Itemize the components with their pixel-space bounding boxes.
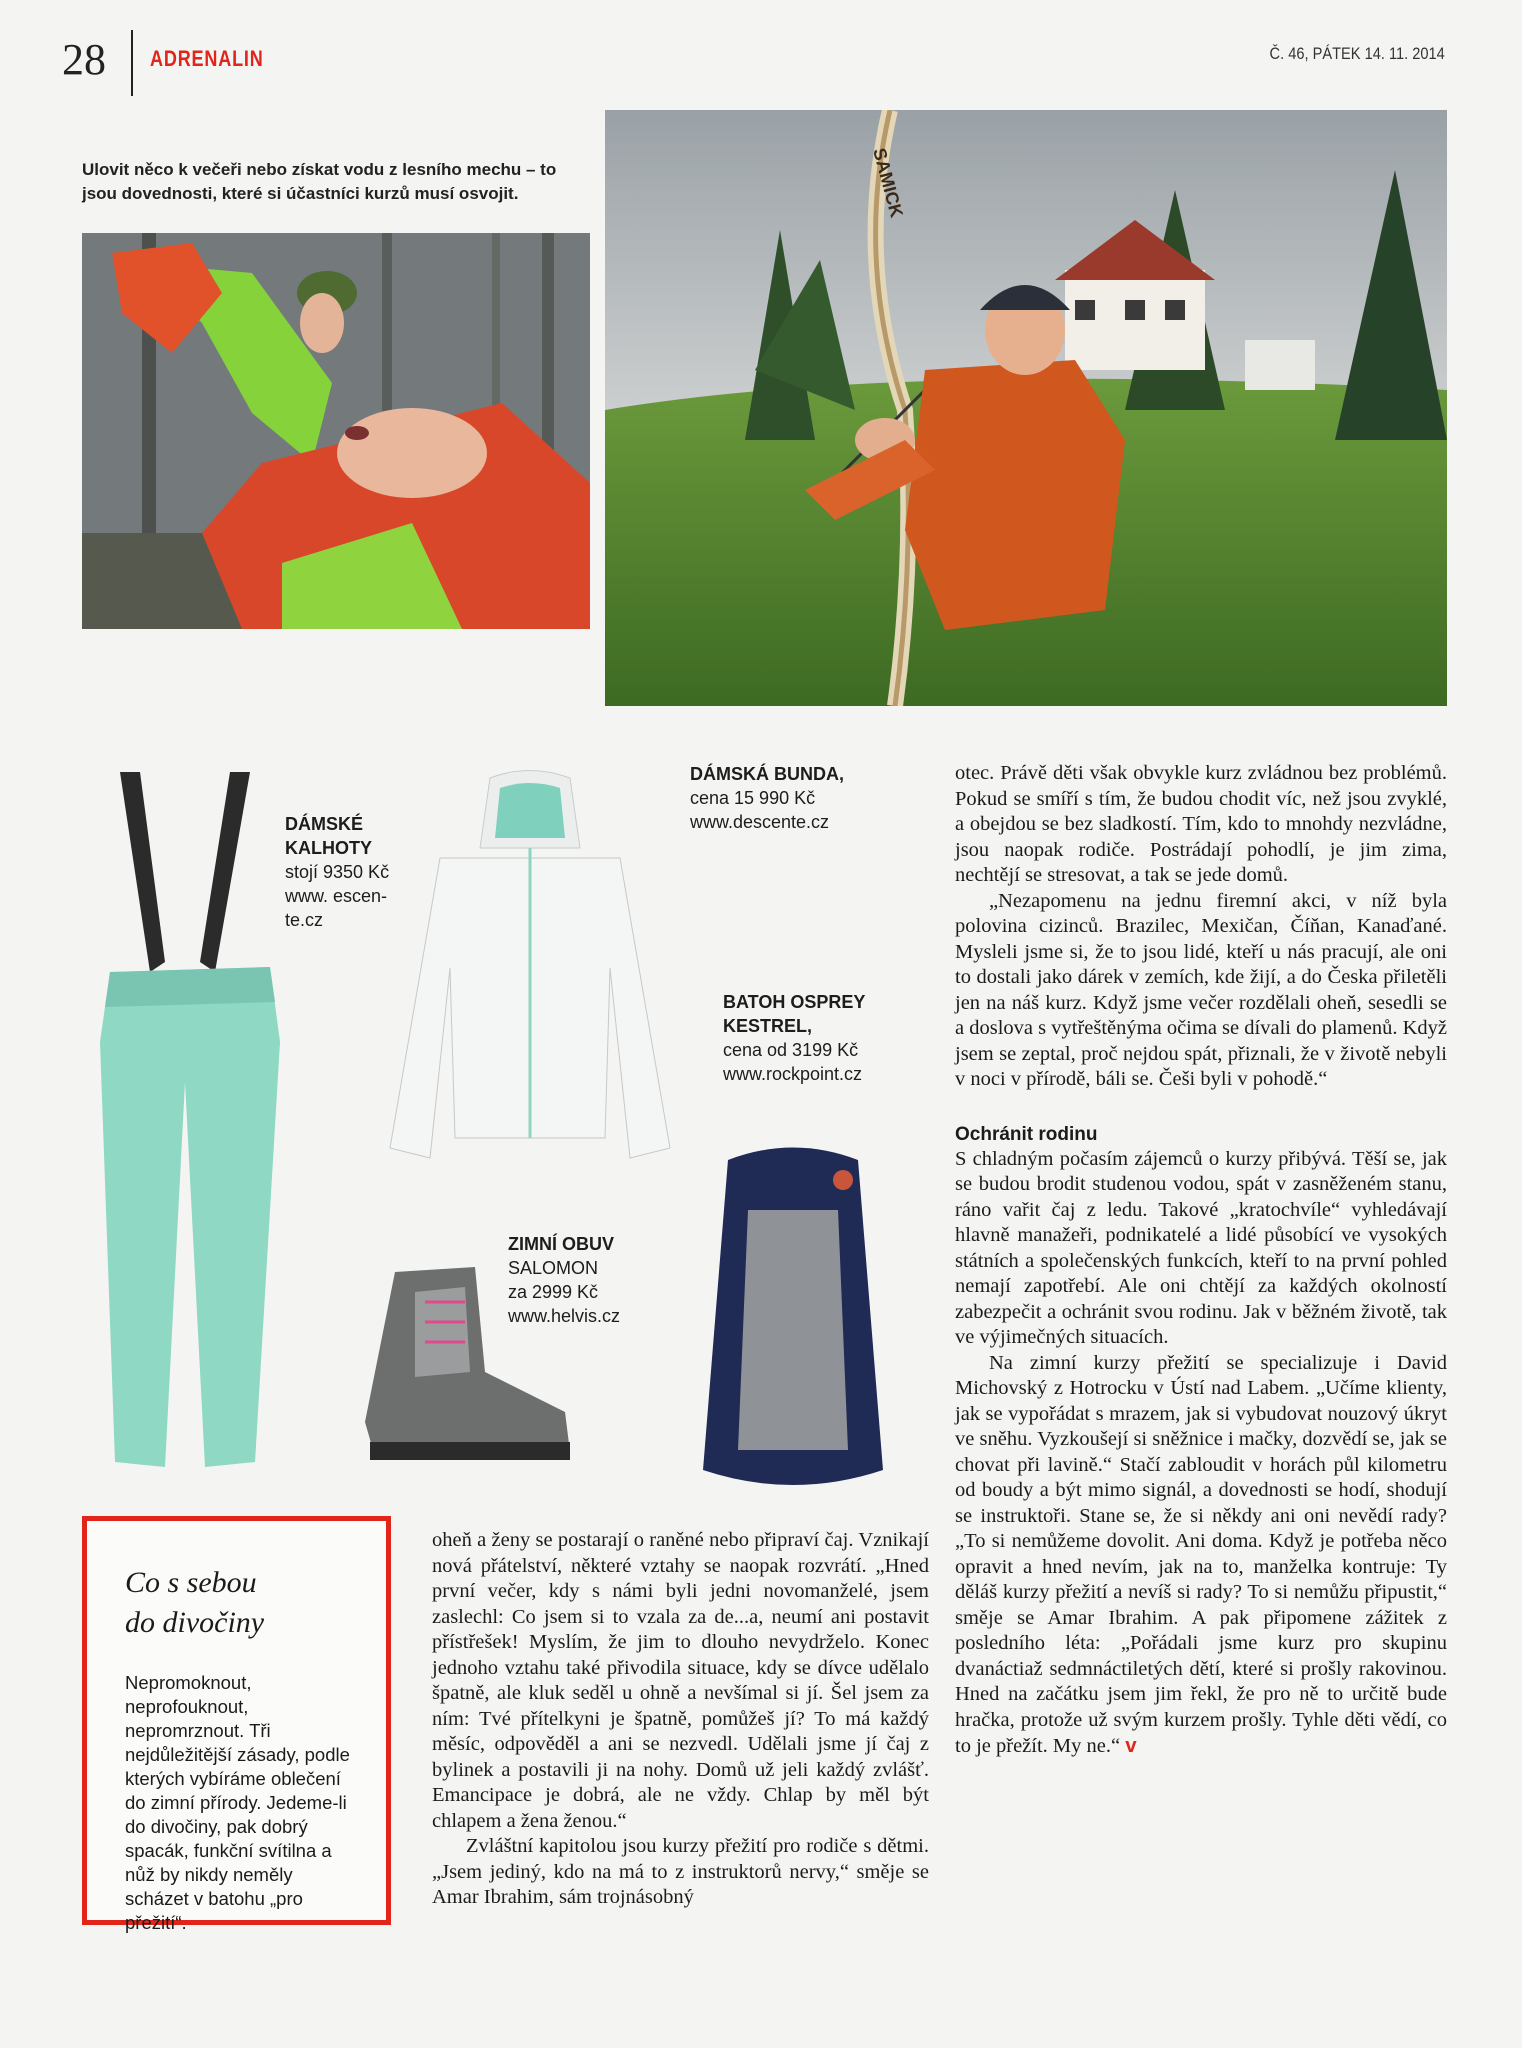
article-paragraph: oheň a ženy se postarají o raněné nebo připraví čaj. Vznikají nová přátelství, některé vztahy se naopak rozvrátí. „Hned první večer, kdy s námi byli jedni novomanželé, jsem zaslechl: Co jsem si to vzala za de...a, neumí ani postavit přístřešek! Myslím, že jim to dlouho nevydrželo. Konec jednoho vztahu také přivodila situace, kdy se dívce udělalo špatně, ale kluk seděl u ohně a nevšímal si jí. Šel jsem za ním: Tvé přítelkyni je špatně, pomůžeš jí? To má každý měsíc, odpověděl a ani se nezvedl. Udělali jsme jí čaj z bylinek a postavili ji na nohy. Domů už jeli každý zvlášť. Emancipace je dobrá, ale ne vždy. Chlap by měl být chlapem a žena ženou.“ [432, 1529, 929, 1832]
product-jacket-label [690, 762, 890, 834]
header-divider [131, 30, 133, 96]
product-jacket-image [380, 768, 680, 1168]
issue-info: Č. 46, PÁTEK 14. 11. 2014 [1269, 44, 1445, 63]
jacket-illustration [380, 768, 680, 1168]
product-jacket-url: www.descente.cz [690, 812, 830, 832]
article-paragraph: otec. Právě děti však obvykle kurz zvládnou bez problémů. Pokud se smíří s tím, že budou chodit víc, než jsou zvyklé, a obejdou se bez sladkostí. Tím, kdo to mnohdy nezvládne, jsou naopak rodiče. Postrádají pohodlí, je jim zima, nechtějí se stresovat, a tak se jede domů. [955, 762, 1447, 886]
info-box-title-line-2: do divočiny [125, 1606, 265, 1639]
info-box [82, 1516, 391, 1933]
article-paragraph: S chladným počasím zájemců o kurzy přibývá. Těší se, jak se budou brodit studenou vodou, spát v zasněženém stanu, ráno vařit čaj z ledu. Takové „kratochvíle“ vyhledávají hlavně manažeři, podnikatelé a lidé působící ve vysokých státních a společenských funkcích, kteří to na první pohled nemají zapotřebí. Ale oni chtějí za každých okolností zabezpečit a ochránit svou rodinu. Jak v běžném životě, tak ve výjimečných situacích. [955, 1147, 1447, 1348]
product-jacket-name: DÁMSKÁ BUNDA, [690, 764, 844, 784]
pants-illustration [80, 762, 290, 1477]
info-box-title-line-1: Co s sebou [125, 1566, 257, 1599]
photo-caption: Ulovit něco k večeři nebo získat vodu z lesního mechu – to jsou dovednosti, které si účastníci kurzů musí osvojit. [82, 160, 557, 203]
product-backpack-url: www.rockpoint.cz [723, 1064, 863, 1084]
photo-drinking-from-moss [82, 233, 590, 629]
product-backpack-label [723, 990, 943, 1086]
product-backpack-name-1: BATOH OSPREY [723, 992, 866, 1012]
product-pants-name-1: DÁMSKÉ [285, 814, 364, 834]
photo-archery-illustration [605, 110, 1447, 706]
product-boots-url: www.helvis.cz [508, 1306, 621, 1326]
info-box-title [125, 1563, 264, 1643]
page-number: 28 [62, 35, 106, 84]
backpack-illustration [668, 1140, 918, 1500]
article-subheading: Ochránit rodinu [955, 1123, 1098, 1145]
article-paragraph: Zvláštní kapitolou jsou kurzy přežití pro rodiče s dětmi. „Jsem jediný, kdo na má to z instruktorů nervy,“ směje se Amar Ibrahim, sám trojnásobný [432, 1835, 929, 1908]
photo-archery [605, 110, 1447, 706]
info-box-text: Nepromoknout, neprofouknout, nepromrznout. Tři nejdůležitější zásady, podle kterých vybíráme oblečení do zimní přírody. Jedeme-li do divočiny, pak dobrý spacák, funkční svítilna a nůž by nikdy neměly scházet v batohu „pro přežití“. [125, 1672, 350, 1933]
photo-drinking-illustration [82, 233, 590, 629]
bow-brand-label: SAMICK [869, 145, 907, 220]
article-column-middle [432, 1528, 929, 1911]
product-pants-name-2: KALHOTY [285, 838, 372, 858]
product-boots-name-1: ZIMNÍ OBUV [508, 1234, 614, 1254]
product-pants-image [80, 762, 290, 1477]
product-backpack-price: cena od 3199 Kč [723, 1040, 859, 1060]
product-backpack-name-2: KESTREL, [723, 1016, 813, 1036]
section-label: ADRENALIN [150, 46, 264, 71]
article-paragraph-text: Na zimní kurzy přežití se specializuje i David Michovský z Hotrocku v Ústí nad Labem. „Učíme klienty, jak se vypořádat s mrazem, jak si vybudovat nouzový úkryt ve sněhu. Vyzkoušejí si sněžnice i mačky, dozvědí se, jak se chovat při lavině.“ Stačí zabloudit v horách půl kilometru od boudy a být mimo signál, a dovednosti se hodí, shodují se instruktoři. Stane se, že si někdy ani oni nevědí rady? „To si nemůžeme dovolit. Ani doma. Když je potřeba něco opravit a hned nevím, jak na to, manželka kontruje: Ty děláš kurzy přežití a nevíš si rady? To si nemůžu připustit,“ směje se Amar Ibrahim. A pak připomene zážitek z posledního léta: „Pořádali jsme kurz pro skupinu dvanáctiaž sedmnáctiletých dětí, které si prošly rakovinou. Hned na začátku jsem jim řekl, že pro ně to určitě bude hračka, protože už svým kurzem prošly. Tyhle děti vědí, co to je přežít. My ne.“ [955, 1351, 1447, 1757]
product-boots-name-2: SALOMON [508, 1258, 599, 1278]
article-end-mark: v [1125, 1734, 1137, 1757]
article-column-right [955, 761, 1447, 1760]
product-boots-price: za 2999 Kč [508, 1282, 599, 1302]
product-pants-url-2: te.cz [285, 910, 324, 930]
product-boots-label [508, 1232, 668, 1328]
article-paragraph: „Nezapomenu na jednu firemní akci, v níž byla polovina cizinců. Brazilec, Mexičan, Číňan, Kanaďané. Mysleli jsme si, že to jsou lidé, kteří u nás pracují, ale oni to dostali jako dárek v zemích, kde žijí, a do Česka přiletěli jen na náš kurz. Když jsme večer rozdělali oheň, sesedli se a doslova s vytřeštěnýma očima se dívali do plamenů. Když jsem se zeptal, proč nejdou spát, přiznali, že v životě nebyli v noci v přírodě, báli se. Češi byli v pohodě.“ [955, 889, 1447, 1090]
article-paragraph-last [955, 1351, 1447, 1760]
product-pants-price: stojí 9350 Kč [285, 862, 390, 882]
product-jacket-price: cena 15 990 Kč [690, 788, 816, 808]
product-pants-url-1: www. escen- [285, 886, 388, 906]
product-backpack-image [668, 1140, 918, 1500]
